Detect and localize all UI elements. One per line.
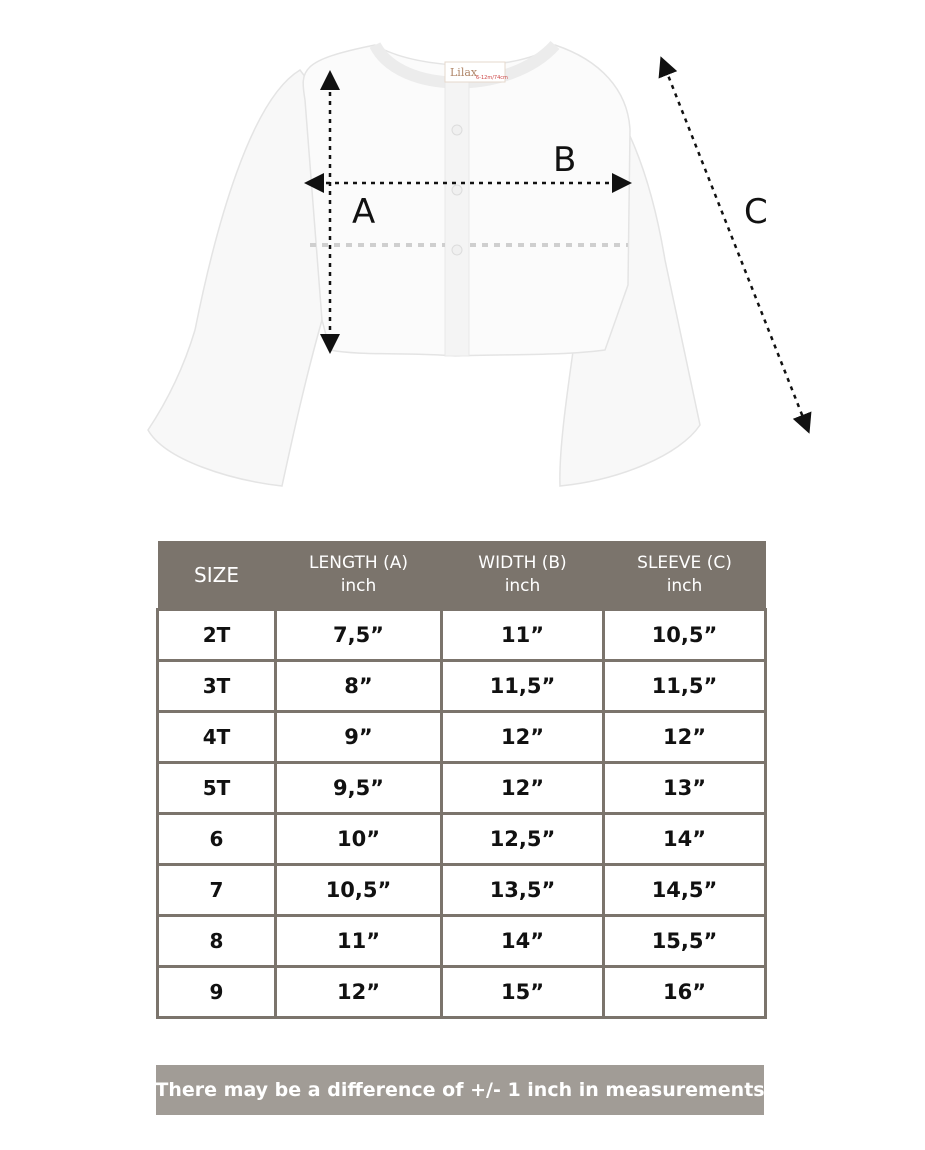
sleeve-cell: 14” [604,814,766,865]
width-cell: 12” [442,712,604,763]
label-b: B [553,140,577,180]
brand-tag-text: Lilax [450,66,478,79]
table-row [158,967,766,1018]
table-row [158,763,766,814]
size-cell: 3T [158,661,276,712]
width-cell: 12,5” [442,814,604,865]
table-row [158,610,766,661]
size-cell: 4T [158,712,276,763]
size-tag-text: 6-12m/74cm [476,75,508,81]
table-header-row [158,541,766,610]
table-row [158,814,766,865]
sleeve-cell: 13” [604,763,766,814]
measurement-disclaimer: There may be a difference of +/- 1 inch in measurements [156,1065,764,1115]
length-cell: 12” [276,967,442,1018]
table-row [158,865,766,916]
sleeve-cell: 12” [604,712,766,763]
width-cell: 13,5” [442,865,604,916]
cardigan-image [0,0,925,520]
length-cell: 11” [276,916,442,967]
header-length: LENGTH (A) inch [276,541,442,610]
length-cell: 9,5” [276,763,442,814]
size-cell: 2T [158,610,276,661]
sleeve-cell: 16” [604,967,766,1018]
size-cell: 6 [158,814,276,865]
table-row [158,661,766,712]
sleeve-cell: 11,5” [604,661,766,712]
button-placket [445,80,469,356]
header-width: WIDTH (B) inch [442,541,604,610]
length-cell: 10” [276,814,442,865]
sleeve-cell: 14,5” [604,865,766,916]
sleeve-cell: 15,5” [604,916,766,967]
header-size: SIZE [158,541,276,610]
width-cell: 11,5” [442,661,604,712]
size-chart-table [156,541,767,1019]
size-cell: 9 [158,967,276,1018]
width-cell: 15” [442,967,604,1018]
length-cell: 7,5” [276,610,442,661]
size-cell: 7 [158,865,276,916]
left-sleeve [148,70,330,486]
sleeve-cell: 10,5” [604,610,766,661]
label-c: C [744,192,768,232]
size-cell: 5T [158,763,276,814]
length-cell: 10,5” [276,865,442,916]
width-cell: 11” [442,610,604,661]
width-cell: 12” [442,763,604,814]
label-a: A [352,192,376,232]
table-row [158,712,766,763]
size-cell: 8 [158,916,276,967]
table-row [158,916,766,967]
header-sleeve: SLEEVE (C) inch [604,541,766,610]
length-cell: 8” [276,661,442,712]
width-cell: 14” [442,916,604,967]
length-cell: 9” [276,712,442,763]
